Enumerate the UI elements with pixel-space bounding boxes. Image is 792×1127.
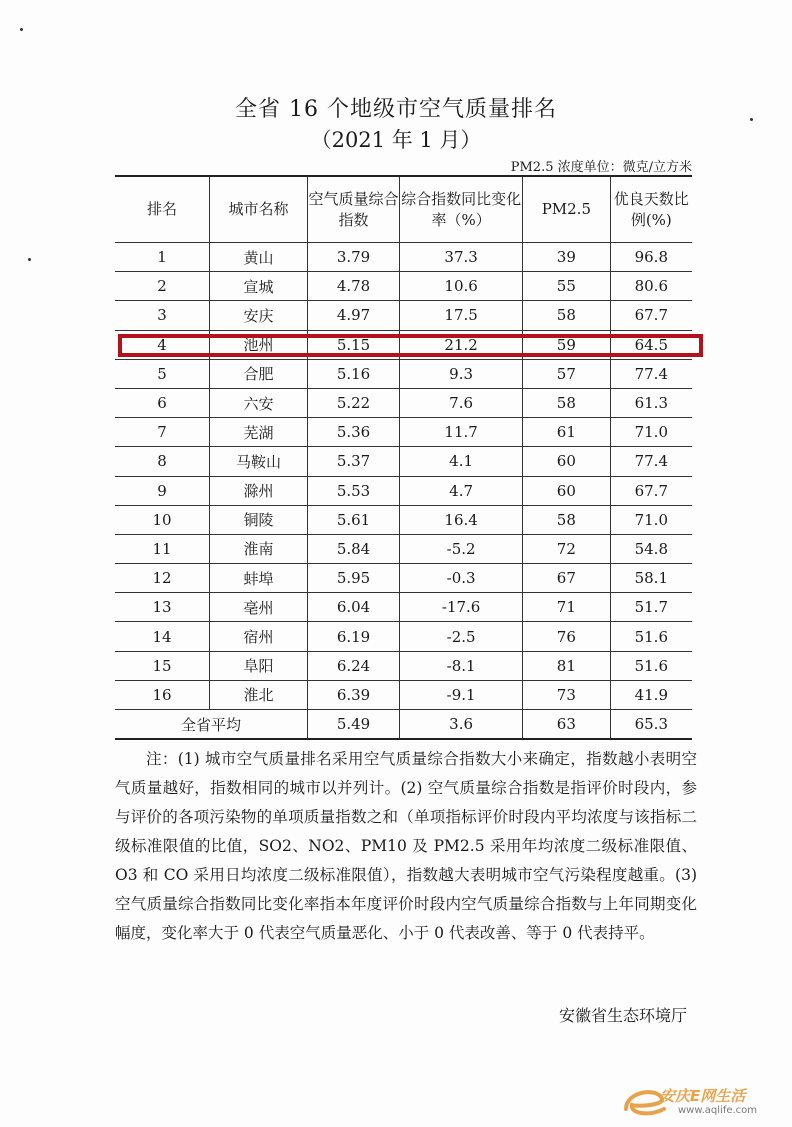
index-cell: 6.24 — [307, 651, 399, 680]
table-row — [115, 593, 692, 622]
rank-cell: 5 — [115, 359, 210, 388]
ratio-cell: 67.7 — [610, 476, 692, 505]
pm25-cell: 58 — [523, 388, 611, 417]
city-cell: 滁州 — [210, 476, 308, 505]
change-cell: 4.1 — [400, 447, 523, 476]
average-row — [115, 710, 692, 740]
ratio-cell: 77.4 — [610, 447, 692, 476]
index-cell: 5.16 — [307, 359, 399, 388]
rank-cell: 14 — [115, 622, 210, 651]
change-cell: 16.4 — [400, 505, 523, 534]
index-cell: 5.37 — [307, 447, 399, 476]
air-quality-table — [115, 175, 692, 740]
pm25-cell: 73 — [523, 680, 611, 709]
change-cell: -8.1 — [400, 651, 523, 680]
rank-cell: 16 — [115, 680, 210, 709]
rank-cell: 12 — [115, 564, 210, 593]
rank-cell: 6 — [115, 388, 210, 417]
table-header-row — [115, 176, 692, 243]
table-row — [115, 651, 692, 680]
change-cell: 4.7 — [400, 476, 523, 505]
ratio-cell: 41.9 — [610, 680, 692, 709]
document-title: 全省 16 个地级市空气质量排名 — [235, 97, 557, 122]
table-row — [115, 301, 692, 330]
change-cell: 17.5 — [400, 301, 523, 330]
rank-cell: 1 — [115, 243, 210, 272]
signature: 安徽省生态环境厅 — [558, 1006, 687, 1025]
table-row — [115, 330, 692, 359]
table-row — [115, 622, 692, 651]
pm25-cell: 58 — [523, 301, 611, 330]
header-good-days-ratio: 优良天数比例(%) — [610, 176, 692, 243]
city-cell: 池州 — [210, 330, 308, 359]
average-ratio: 65.3 — [610, 710, 692, 740]
ratio-cell: 77.4 — [610, 359, 692, 388]
ratio-cell: 54.8 — [610, 534, 692, 563]
average-pm25: 63 — [523, 710, 611, 740]
ratio-cell: 80.6 — [610, 272, 692, 301]
city-cell: 黄山 — [210, 243, 308, 272]
change-cell: -2.5 — [400, 622, 523, 651]
city-cell: 合肥 — [210, 359, 308, 388]
pm25-cell: 39 — [523, 243, 611, 272]
rank-cell: 7 — [115, 418, 210, 447]
index-cell: 5.95 — [307, 564, 399, 593]
city-cell: 亳州 — [210, 593, 308, 622]
rank-cell: 15 — [115, 651, 210, 680]
notes — [115, 745, 697, 948]
rank-cell: 2 — [115, 272, 210, 301]
note-text: 注：(1) 城市空气质量排名采用空气质量综合指数大小来确定，指数越小表明空气质量越好，指数相同的城市以并列计。(2) 空气质量综合指数是指评价时段内，参与评价的各项污染物的单项质量指数之和（单项指标评价时段内平均浓度与该指标二级标准限值的比值，SO2、NO2、PM10 及 PM2.5 采用年均浓度二级标准限值、O3 和 CO 采用日均浓度二级标准限值），指数越大表明城市空气污染程度越重。(3) 空气质量综合指数同比变化率指本年度评价时段内空气质量综合指数与上年同期变化幅度，变化率大于 0 代表空气质量恶化、小于 0 代表改善、等于 0 代表持平。 — [115, 750, 697, 942]
rank-cell: 8 — [115, 447, 210, 476]
pm25-cell: 61 — [523, 418, 611, 447]
pm25-cell: 81 — [523, 651, 611, 680]
index-cell: 4.97 — [307, 301, 399, 330]
city-cell: 芜湖 — [210, 418, 308, 447]
rank-cell: 11 — [115, 534, 210, 563]
table-row — [115, 272, 692, 301]
city-cell: 宿州 — [210, 622, 308, 651]
city-cell: 淮北 — [210, 680, 308, 709]
pm25-cell: 72 — [523, 534, 611, 563]
table-row — [115, 534, 692, 563]
table-row — [115, 505, 692, 534]
ratio-cell: 64.5 — [610, 330, 692, 359]
change-cell: -0.3 — [400, 564, 523, 593]
header-pm25: PM2.5 — [523, 176, 611, 243]
table-row — [115, 447, 692, 476]
change-cell: -5.2 — [400, 534, 523, 563]
watermark — [618, 1083, 788, 1121]
ratio-cell: 71.0 — [610, 418, 692, 447]
index-cell: 5.15 — [307, 330, 399, 359]
ratio-cell: 51.7 — [610, 593, 692, 622]
change-cell: -17.6 — [400, 593, 523, 622]
table-row — [115, 359, 692, 388]
index-cell: 6.19 — [307, 622, 399, 651]
city-cell: 蚌埠 — [210, 564, 308, 593]
rank-cell: 10 — [115, 505, 210, 534]
pm25-cell: 60 — [523, 476, 611, 505]
table-row — [115, 388, 692, 417]
average-change: 3.6 — [400, 710, 523, 740]
table-row — [115, 680, 692, 709]
table-row — [115, 476, 692, 505]
unit-note: PM2.5 浓度单位：微克/立方米 — [510, 160, 692, 175]
city-cell: 阜阳 — [210, 651, 308, 680]
change-cell: 21.2 — [400, 330, 523, 359]
pm25-cell: 57 — [523, 359, 611, 388]
pm25-cell: 76 — [523, 622, 611, 651]
pm25-cell: 55 — [523, 272, 611, 301]
pm25-cell: 59 — [523, 330, 611, 359]
ratio-cell: 67.7 — [610, 301, 692, 330]
city-cell: 安庆 — [210, 301, 308, 330]
index-cell: 6.04 — [307, 593, 399, 622]
document-subtitle: （2021 年 1 月） — [310, 128, 482, 152]
index-cell: 3.79 — [307, 243, 399, 272]
city-cell: 淮南 — [210, 534, 308, 563]
pm25-cell: 60 — [523, 447, 611, 476]
header-city: 城市名称 — [210, 176, 308, 243]
header-change: 综合指数同比变化率（%） — [400, 176, 523, 243]
ratio-cell: 61.3 — [610, 388, 692, 417]
change-cell: 7.6 — [400, 388, 523, 417]
watermark-url: www.aqlife.com — [678, 1105, 758, 1116]
city-cell: 铜陵 — [210, 505, 308, 534]
rank-cell: 3 — [115, 301, 210, 330]
change-cell: -9.1 — [400, 680, 523, 709]
index-cell: 5.22 — [307, 388, 399, 417]
index-cell: 5.36 — [307, 418, 399, 447]
table-row — [115, 243, 692, 272]
change-cell: 11.7 — [400, 418, 523, 447]
scan-speck — [20, 28, 23, 31]
average-label: 全省平均 — [115, 710, 307, 740]
index-cell: 5.61 — [307, 505, 399, 534]
pm25-cell: 71 — [523, 593, 611, 622]
scan-speck — [28, 258, 31, 261]
city-cell: 六安 — [210, 388, 308, 417]
ratio-cell: 58.1 — [610, 564, 692, 593]
rank-cell: 9 — [115, 476, 210, 505]
average-index: 5.49 — [307, 710, 399, 740]
change-cell: 9.3 — [400, 359, 523, 388]
pm25-cell: 58 — [523, 505, 611, 534]
rank-cell: 4 — [115, 330, 210, 359]
watermark-text: 安庆E网生活 — [660, 1087, 746, 1105]
index-cell: 4.78 — [307, 272, 399, 301]
header-index: 空气质量综合指数 — [307, 176, 399, 243]
city-cell: 马鞍山 — [210, 447, 308, 476]
city-cell: 宣城 — [210, 272, 308, 301]
pm25-cell: 67 — [523, 564, 611, 593]
rank-cell: 13 — [115, 593, 210, 622]
ratio-cell: 51.6 — [610, 622, 692, 651]
header-rank: 排名 — [115, 176, 210, 243]
ratio-cell: 71.0 — [610, 505, 692, 534]
table-row — [115, 418, 692, 447]
change-cell: 10.6 — [400, 272, 523, 301]
table-row — [115, 564, 692, 593]
ratio-cell: 51.6 — [610, 651, 692, 680]
index-cell: 5.53 — [307, 476, 399, 505]
change-cell: 37.3 — [400, 243, 523, 272]
index-cell: 5.84 — [307, 534, 399, 563]
index-cell: 6.39 — [307, 680, 399, 709]
ratio-cell: 96.8 — [610, 243, 692, 272]
